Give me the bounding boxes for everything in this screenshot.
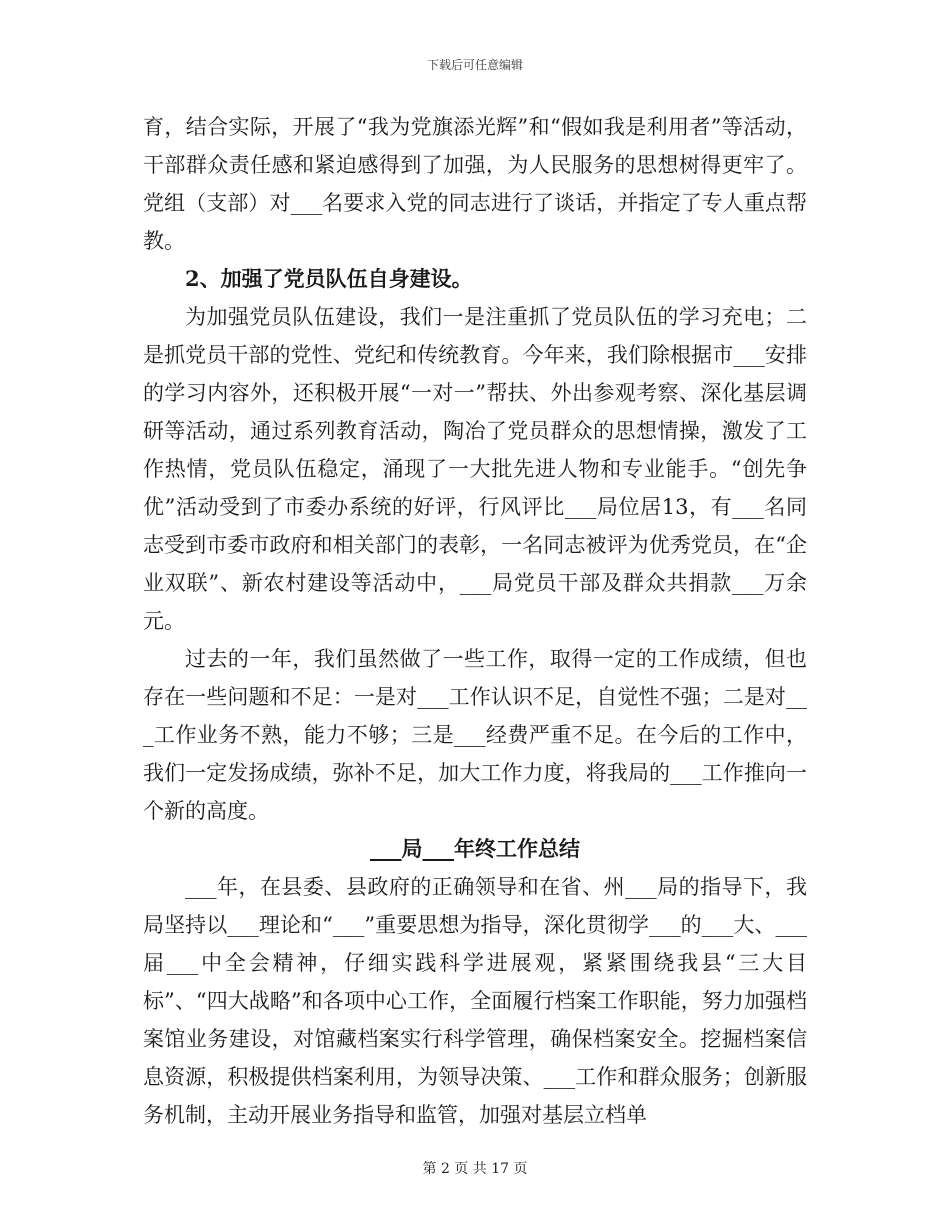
- paragraph-3: 过去的一年，我们虽然做了一些工作，取得一定的工作成绩，但也存在一些问题和不足：一是对___工作认识不足，自觉性不强；二是对___工作业务不熟，能力不够；三是___经费严重不足。在今后的工作中，我们一定发扬成绩，弥补不足，加大工作力度，将我局的___工作推向一个新的高度。: [143, 647, 807, 823]
- paragraph-4: ___年，在县委、县政府的正确领导和在省、州___局的指导下，我局坚持以___理论和“___”重要思想为指导，深化贯彻学___的___大、___届___中全会精神，仔细实践科学进展观，紧紧围绕我县“三大目标”、“四大战略”和各项中心工作，全面履行档案工作职能，努力加强档案馆业务建设，对馆藏档案实行科学管理，确保档案安全。挖掘档案信息资源，积极提供档案利用，为领导决策、___工作和群众服务；创新服务机制，主动开展业务指导和监管，加强对基层立档单: [143, 875, 807, 1127]
- page-footer: 第 2 页 共 17 页: [422, 1161, 528, 1177]
- header-note: 下载后可任意编辑: [426, 58, 523, 72]
- document-title: ___局___年终工作总结: [370, 836, 580, 861]
- section-heading-2: 2、加强了党员队伍自身建设。: [185, 266, 473, 291]
- document-body: [143, 108, 807, 1134]
- paragraph-2: 为加强党员队伍建设，我们一是注重抓了党员队伍的学习充电；二是抓党员干部的党性、党纪和传统教育。今年来，我们除根据市___安排的学习内容外，还积极开展“一对一”帮扶、外出参观考察、深化基层调研等活动，通过系列教育活动，陶冶了党员群众的思想情操，激发了工作热情，党员队伍稳定，涌现了一大批先进人物和专业能手。“创先争优”活动受到了市委办系统的好评，行风评比___局位居13，有___名同志受到市委市政府和相关部门的表彰，一名同志被评为优秀党员，在“企业双联”、新农村建设等活动中，___局党员干部及群众共捐款___万余元。: [143, 305, 807, 633]
- paragraph-1: 育，结合实际，开展了“我为党旗添光辉”和“假如我是利用者”等活动，干部群众责任感和紧迫感得到了加强，为人民服务的思想树得更牢了。党组（支部）对___名要求入党的同志进行了谈话，并指定了专人重点帮教。: [143, 115, 807, 253]
